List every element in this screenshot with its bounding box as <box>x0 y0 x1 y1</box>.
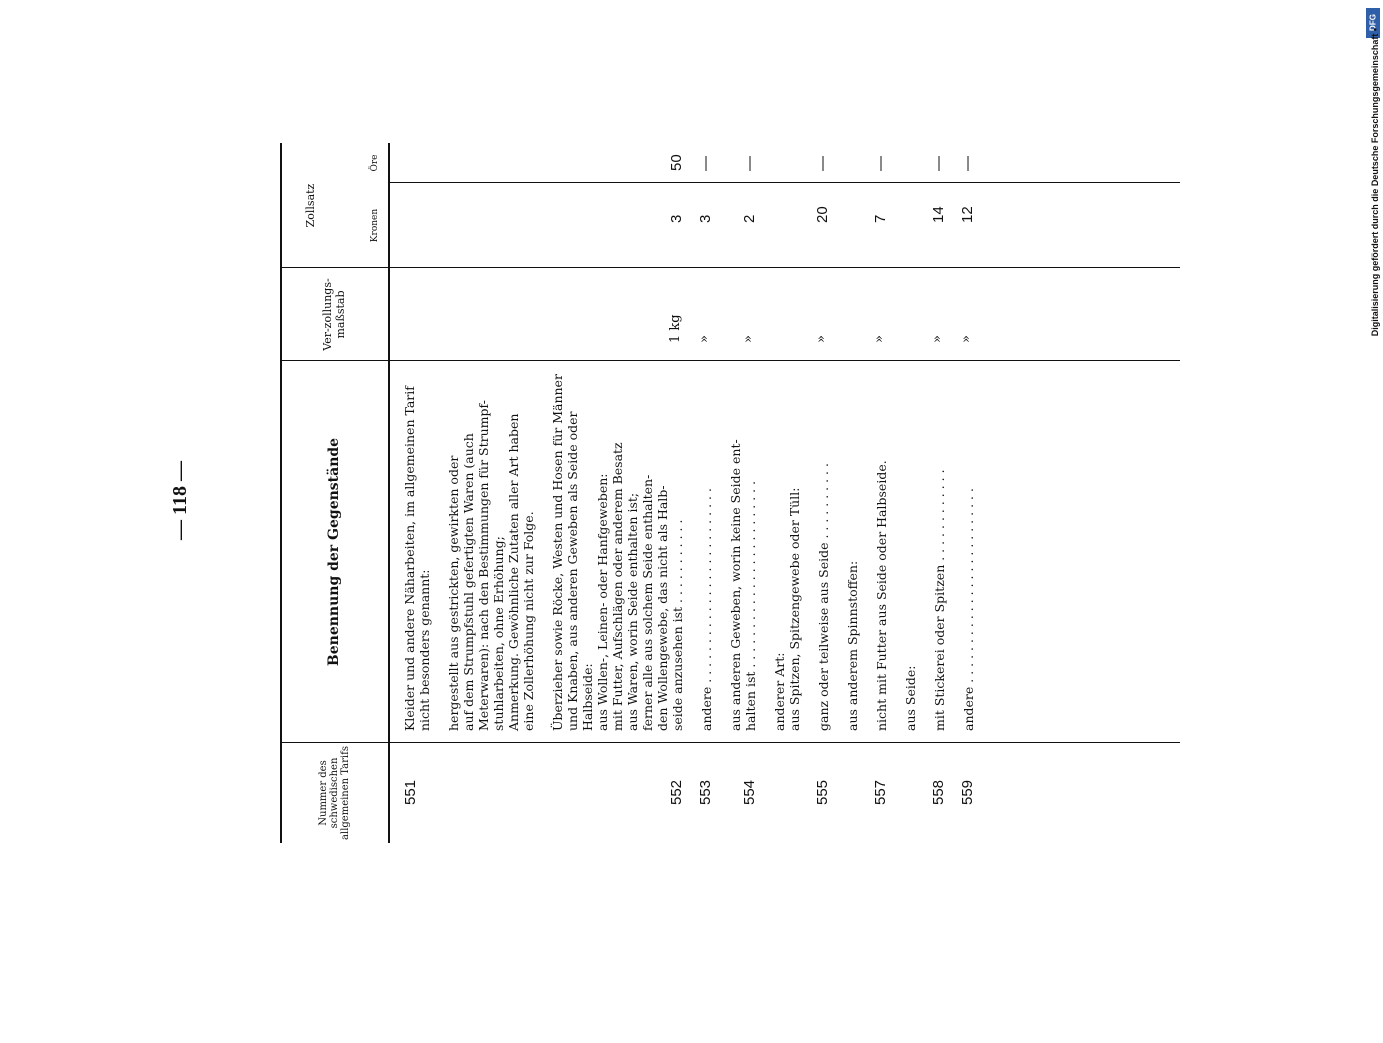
header-oere: Öre <box>370 154 380 172</box>
header-kronen: Kronen <box>370 208 380 243</box>
description-line: seide anzusehen ist . . . . . . . . . . . <box>670 519 685 731</box>
kronen-cell: 12 <box>959 206 976 223</box>
oere-cell: — <box>814 156 831 171</box>
description-line: Halbseide: <box>580 663 595 731</box>
unit-cell: » <box>930 335 945 343</box>
description-line: aus Waren, worin Seide enthalten ist; <box>625 492 640 731</box>
description-line: mit Stickerei oder Spitzen . . . . . . . . . . . . <box>932 469 947 731</box>
kronen-cell: 3 <box>697 214 714 223</box>
description-line: eine Zollerhöhung nicht zur Folge. <box>521 511 536 731</box>
page-number: — 118 — <box>168 460 191 540</box>
description-line: ferner alle aus solchem Seide enthalten- <box>640 474 655 731</box>
row-number: 554 <box>741 779 758 805</box>
unit-cell: » <box>697 335 712 343</box>
description-line: Kleider und andere Näharbeiten, im allgemeinen Tarif <box>402 386 417 731</box>
description-line: aus Seide: <box>903 665 918 731</box>
description-line: auf dem Strumpfstuhl gefertigten Waren (auch <box>461 433 476 731</box>
description-line: stuhlarbeiten, ohne Erhöhung; <box>491 536 506 731</box>
oere-cell: — <box>930 156 947 171</box>
unit-cell: » <box>959 335 974 343</box>
unit-cell: » <box>814 335 829 343</box>
kronen-cell: 2 <box>741 214 758 223</box>
description-line: aus Spitzen, Spitzengewebe oder Tüll: <box>787 487 802 731</box>
row-number: 557 <box>872 779 889 805</box>
dfg-logo: DFG <box>1366 8 1380 38</box>
row-number: 559 <box>959 779 976 805</box>
row-number: 551 <box>402 779 419 805</box>
description-line: nicht besonders genannt: <box>417 569 432 731</box>
tariff-table-frame <box>0 143 1180 1043</box>
description-line: den Wollengewebe, das nicht als Halb- <box>655 485 670 731</box>
kronen-cell: 14 <box>930 206 947 223</box>
description-line: Überzieher sowie Röcke, Westen und Hosen für Männer <box>550 374 565 731</box>
oere-cell: — <box>959 156 976 171</box>
kronen-cell: 3 <box>668 214 685 223</box>
description-line: andere . . . . . . . . . . . . . . . . . . . . . . . . . <box>961 488 976 731</box>
credit-text: Digitalisierung gefördert durch die Deutsche Forschungsgemeinschaft • <box>1370 28 1380 337</box>
description-line: ganz oder teilweise aus Seide . . . . . . . . . . <box>816 463 831 731</box>
row-number: 552 <box>668 779 685 805</box>
header-masstab: Ver-zollungs-maßstab <box>280 268 390 361</box>
description-line: andere . . . . . . . . . . . . . . . . . . . . . . . . . <box>699 488 714 731</box>
description-line: hergestellt aus gestrickten, gewirkten oder <box>446 455 461 731</box>
unit-cell: » <box>741 335 756 343</box>
dfg-credit <box>1366 8 1380 400</box>
oere-cell: — <box>697 156 714 171</box>
description-line: anderer Art: <box>772 652 787 731</box>
description-line: Meterwaren): nach den Bestimmungen für Strumpf- <box>476 400 491 731</box>
oere-cell: — <box>872 156 889 171</box>
tariff-table <box>280 143 1180 843</box>
description-line: Anmerkung. Gewöhnliche Zutaten aller Art haben <box>506 413 521 731</box>
row-number: 555 <box>814 779 831 805</box>
description-line: halten ist . . . . . . . . . . . . . . . . . . . . . . . . <box>743 480 758 731</box>
description-line: mit Futter, Aufschlägen oder anderem Besatz <box>610 442 625 731</box>
unit-cell: » <box>872 335 887 343</box>
description-line: aus anderen Geweben, worin keine Seide ent- <box>728 439 743 731</box>
description-line: und Knaben, aus anderen Geweben als Seide oder <box>565 411 580 731</box>
header-benennung: Benennung der Gegenstände <box>280 361 390 743</box>
oere-cell: — <box>741 156 758 171</box>
oere-cell: 50 <box>668 154 685 171</box>
header-nummer: Nummer des schwedischen allgemeinen Tarifs <box>280 743 390 843</box>
row-number: 558 <box>930 779 947 805</box>
description-line: aus Wollen-, Leinen- oder Hanfgeweben: <box>595 473 610 731</box>
description-line: aus anderem Spinnstoffen: <box>845 560 860 731</box>
header-zollsatz: Zollsatz <box>280 143 390 268</box>
description-line: nicht mit Futter aus Seide oder Halbseide. <box>874 460 889 731</box>
kronen-cell: 20 <box>814 206 831 223</box>
row-number: 553 <box>697 779 714 805</box>
unit-cell: 1 kg <box>668 314 683 343</box>
kronen-cell: 7 <box>872 214 889 223</box>
